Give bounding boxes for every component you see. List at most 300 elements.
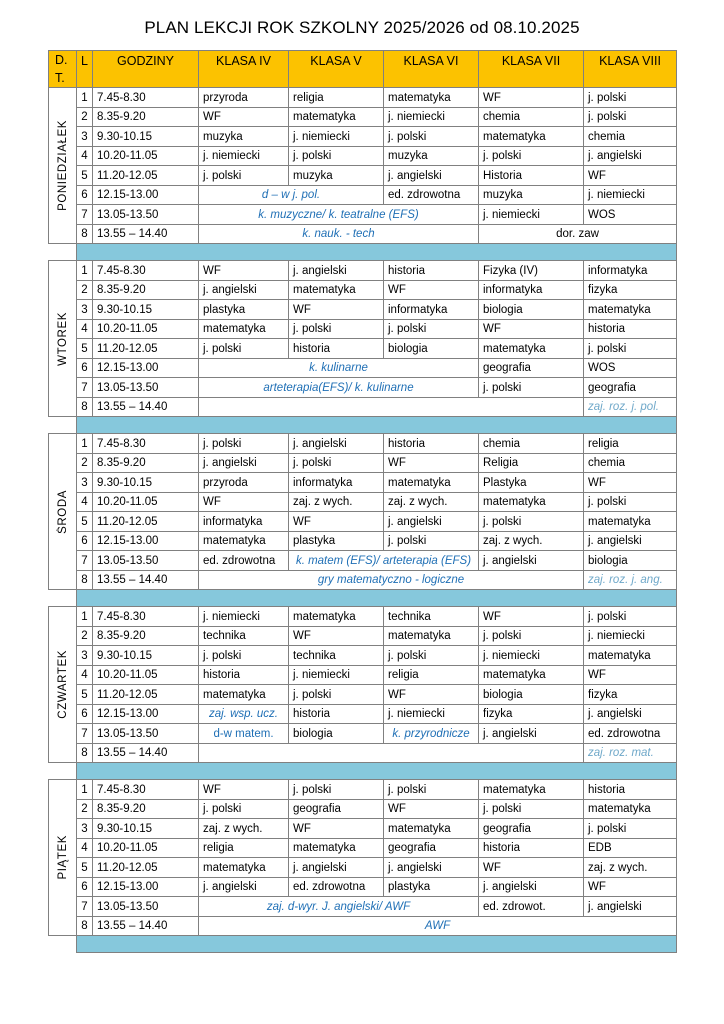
lesson-number: 8 <box>77 743 93 763</box>
lesson-cell[interactable] <box>199 646 289 666</box>
lesson-cell[interactable] <box>199 205 479 225</box>
lesson-cell[interactable] <box>199 607 289 627</box>
lesson-cell[interactable] <box>384 339 479 359</box>
lesson-cell[interactable] <box>479 280 584 300</box>
lesson-cell[interactable] <box>584 685 677 705</box>
lesson-cell[interactable] <box>384 319 479 339</box>
lesson-cell[interactable] <box>384 858 479 878</box>
lesson-cell[interactable] <box>289 724 384 744</box>
lesson-subject: j. niemiecki <box>203 150 260 162</box>
lesson-cell[interactable] <box>584 339 677 359</box>
table-row <box>49 185 677 205</box>
lesson-number: 7 <box>77 724 93 744</box>
lesson-cell[interactable] <box>199 512 289 532</box>
lesson-number: 2 <box>77 453 93 473</box>
lesson-subject: matematyka <box>388 630 451 642</box>
lesson-subject: chemia <box>588 130 626 143</box>
lesson-subject: matematyka <box>203 688 266 701</box>
lesson-cell[interactable] <box>384 473 479 493</box>
lesson-number: 3 <box>77 127 93 147</box>
lesson-subject: matematyka <box>483 669 546 681</box>
table-row <box>49 146 677 166</box>
lesson-cell[interactable] <box>289 107 384 127</box>
lesson-cell[interactable] <box>289 453 384 473</box>
lesson-subject: informatyka <box>203 515 263 528</box>
lesson-cell[interactable] <box>479 799 584 819</box>
lesson-cell[interactable] <box>289 626 384 646</box>
lesson-subject: matematyka <box>293 284 356 296</box>
lesson-cell[interactable] <box>289 146 384 166</box>
lesson-cell[interactable] <box>199 531 289 551</box>
lesson-cell[interactable] <box>289 280 384 300</box>
lesson-time: 12.15-13.00 <box>93 704 199 724</box>
lesson-cell[interactable] <box>289 127 384 147</box>
lesson-cell[interactable] <box>199 378 479 398</box>
lesson-subject: WF <box>388 457 406 469</box>
lesson-cell[interactable] <box>384 492 479 512</box>
lesson-cell[interactable] <box>584 319 677 339</box>
day-separator-band <box>49 590 677 607</box>
lesson-cell[interactable] <box>289 88 384 108</box>
lesson-cell[interactable] <box>479 685 584 705</box>
lesson-cell[interactable] <box>199 916 677 936</box>
lesson-cell[interactable] <box>289 819 384 839</box>
lesson-cell[interactable] <box>289 780 384 800</box>
lesson-cell[interactable] <box>199 551 289 571</box>
lesson-subject: WF <box>293 303 311 316</box>
lesson-cell[interactable] <box>479 300 584 320</box>
lesson-cell[interactable] <box>199 397 584 417</box>
lesson-cell[interactable] <box>199 819 289 839</box>
lesson-subject: matematyka <box>483 783 546 796</box>
lesson-subject: matematyka <box>388 822 451 835</box>
header-dt-line1: D. <box>55 53 68 67</box>
lesson-cell[interactable] <box>384 685 479 705</box>
table-row <box>49 570 677 590</box>
lesson-cell[interactable] <box>584 205 677 225</box>
lesson-cell[interactable] <box>479 127 584 147</box>
lesson-subject: matematyka <box>293 610 356 623</box>
table-row <box>49 319 677 339</box>
lesson-cell[interactable] <box>479 877 584 897</box>
lesson-cell[interactable] <box>384 166 479 186</box>
lesson-number: 7 <box>77 551 93 571</box>
lesson-cell[interactable] <box>199 858 289 878</box>
lesson-cell[interactable] <box>289 512 384 532</box>
lesson-cell[interactable] <box>199 897 479 917</box>
lesson-subject: Religia <box>483 457 519 469</box>
lesson-subject: matematyka <box>203 323 266 335</box>
lesson-cell[interactable] <box>584 551 677 571</box>
lesson-cell[interactable] <box>289 551 479 571</box>
table-row <box>49 685 677 705</box>
lesson-cell[interactable] <box>479 531 584 551</box>
lesson-cell[interactable] <box>479 724 584 744</box>
lesson-cell[interactable] <box>199 473 289 493</box>
lesson-cell[interactable] <box>479 780 584 800</box>
lesson-cell[interactable] <box>384 626 479 646</box>
lesson-cell[interactable] <box>584 665 677 685</box>
lesson-cell[interactable] <box>199 434 289 454</box>
lesson-cell[interactable] <box>479 339 584 359</box>
lesson-subject: j. angielski <box>483 881 537 893</box>
lesson-cell[interactable] <box>289 838 384 858</box>
lesson-subject: j. niemiecki <box>203 610 260 623</box>
lesson-cell[interactable] <box>384 799 479 819</box>
lesson-cell[interactable] <box>199 685 289 705</box>
lesson-cell[interactable] <box>584 724 677 744</box>
lesson-subject: ed. zdrowotna <box>588 727 661 740</box>
table-row <box>49 665 677 685</box>
lesson-subject: matematyka <box>588 515 651 528</box>
lesson-subject: ed. zdrowotna <box>293 881 366 893</box>
lesson-subject: j. angielski <box>203 881 257 893</box>
lesson-subject: religia <box>203 842 234 854</box>
lesson-cell[interactable] <box>479 665 584 685</box>
lesson-cell[interactable] <box>584 146 677 166</box>
lesson-cell[interactable] <box>584 453 677 473</box>
lesson-cell[interactable] <box>584 819 677 839</box>
lesson-number: 6 <box>77 531 93 551</box>
table-row <box>49 378 677 398</box>
lesson-number: 8 <box>77 224 93 244</box>
lesson-number: 4 <box>77 838 93 858</box>
lesson-cell[interactable] <box>479 88 584 108</box>
lesson-cell[interactable] <box>289 646 384 666</box>
lesson-cell[interactable] <box>479 166 584 186</box>
lesson-cell[interactable] <box>384 127 479 147</box>
lesson-cell[interactable] <box>289 607 384 627</box>
lesson-number: 3 <box>77 819 93 839</box>
table-row <box>49 453 677 473</box>
lesson-cell[interactable] <box>289 319 384 339</box>
lesson-cell[interactable] <box>199 780 289 800</box>
lesson-cell[interactable] <box>584 261 677 281</box>
lesson-subject: j. niemiecki <box>388 111 445 123</box>
lesson-cell[interactable] <box>384 724 479 744</box>
lesson-time: 13.05-13.50 <box>93 205 199 225</box>
table-row <box>49 704 677 724</box>
lesson-cell[interactable] <box>479 261 584 281</box>
lesson-cell[interactable] <box>384 88 479 108</box>
lesson-cell[interactable] <box>199 665 289 685</box>
lesson-time: 7.45-8.30 <box>93 607 199 627</box>
lesson-subject: historia <box>293 708 331 720</box>
lesson-cell[interactable] <box>479 704 584 724</box>
header-class-8: KLASA VIII <box>584 51 677 88</box>
lesson-subject: j. angielski <box>203 457 257 469</box>
page-title: PLAN LEKCJI ROK SZKOLNY 2025/2026 od 08.10.2025 <box>144 18 580 37</box>
lesson-cell[interactable] <box>199 358 479 378</box>
lesson-subject: geografia <box>483 822 531 835</box>
lesson-cell[interactable] <box>584 858 677 878</box>
lesson-cell[interactable] <box>584 607 677 627</box>
lesson-cell[interactable] <box>584 107 677 127</box>
lesson-subject: matematyka <box>483 496 546 508</box>
separator-fill <box>77 936 677 953</box>
lesson-cell[interactable] <box>584 473 677 493</box>
lesson-cell[interactable] <box>479 819 584 839</box>
lesson-cell[interactable] <box>289 799 384 819</box>
lesson-cell[interactable] <box>199 319 289 339</box>
lesson-cell[interactable] <box>584 300 677 320</box>
lesson-cell[interactable] <box>584 512 677 532</box>
separator-fill <box>77 763 677 780</box>
lesson-subject: biologia <box>388 342 428 355</box>
timetable-container <box>0 50 724 953</box>
lesson-subject: technika <box>293 649 336 662</box>
lesson-cell[interactable] <box>384 300 479 320</box>
table-row <box>49 780 677 800</box>
lesson-cell[interactable] <box>289 492 384 512</box>
lesson-subject: religia <box>293 91 324 104</box>
lesson-subject: zaj. d-wyr. J. angielski/ AWF <box>266 900 411 913</box>
lesson-cell[interactable] <box>199 261 289 281</box>
lesson-subject: j. polski <box>388 535 427 547</box>
lesson-cell[interactable] <box>199 300 289 320</box>
lesson-time: 11.20-12.05 <box>93 166 199 186</box>
lesson-cell[interactable] <box>584 434 677 454</box>
lesson-cell[interactable] <box>199 339 289 359</box>
lesson-cell[interactable] <box>384 780 479 800</box>
lesson-subject: muzyka <box>388 150 428 162</box>
lesson-cell[interactable] <box>479 146 584 166</box>
lesson-cell[interactable] <box>584 743 677 763</box>
lesson-cell[interactable] <box>479 107 584 127</box>
lesson-cell[interactable] <box>384 185 479 205</box>
lesson-subject: j. polski <box>588 91 627 104</box>
lesson-number: 4 <box>77 319 93 339</box>
lesson-cell[interactable] <box>384 261 479 281</box>
lesson-cell[interactable] <box>199 799 289 819</box>
lesson-cell[interactable] <box>289 858 384 878</box>
lesson-time: 8.35-9.20 <box>93 107 199 127</box>
lesson-cell[interactable] <box>384 146 479 166</box>
lesson-subject: muzyka <box>483 189 523 201</box>
day-label-2 <box>49 434 77 590</box>
day-separator-band <box>49 244 677 261</box>
lesson-cell[interactable] <box>584 166 677 186</box>
lesson-subject: j. angielski <box>588 708 642 720</box>
lesson-cell[interactable] <box>384 704 479 724</box>
lesson-cell[interactable] <box>479 551 584 571</box>
lesson-subject: plastyka <box>293 535 336 547</box>
lesson-subject: zaj. roz. j. pol. <box>588 401 659 413</box>
lesson-cell[interactable] <box>199 453 289 473</box>
table-row <box>49 877 677 897</box>
lesson-cell[interactable] <box>479 607 584 627</box>
lesson-cell[interactable] <box>584 897 677 917</box>
lesson-cell[interactable] <box>289 261 384 281</box>
lesson-cell[interactable] <box>199 224 479 244</box>
lesson-cell[interactable] <box>199 88 289 108</box>
lesson-cell[interactable] <box>199 838 289 858</box>
lesson-subject: matematyka <box>483 130 546 143</box>
lesson-cell[interactable] <box>479 492 584 512</box>
lesson-cell[interactable] <box>199 877 289 897</box>
lesson-cell[interactable] <box>289 339 384 359</box>
lesson-cell[interactable] <box>479 473 584 493</box>
lesson-cell[interactable] <box>199 107 289 127</box>
lesson-cell[interactable] <box>584 877 677 897</box>
lesson-number: 6 <box>77 358 93 378</box>
lesson-subject: dor. zaw <box>556 228 599 240</box>
table-row <box>49 916 677 936</box>
lesson-subject: WF <box>588 669 606 681</box>
lesson-cell[interactable] <box>584 492 677 512</box>
lesson-cell[interactable] <box>384 107 479 127</box>
lesson-subject: j. angielski <box>388 515 442 528</box>
lesson-cell[interactable] <box>584 531 677 551</box>
lesson-cell[interactable] <box>384 877 479 897</box>
table-row <box>49 434 677 454</box>
lesson-cell[interactable] <box>479 224 677 244</box>
lesson-cell[interactable] <box>199 492 289 512</box>
table-row <box>49 743 677 763</box>
lesson-cell[interactable] <box>199 743 584 763</box>
lesson-subject: fizyka <box>588 284 618 296</box>
lesson-cell[interactable] <box>479 646 584 666</box>
lesson-cell[interactable] <box>584 646 677 666</box>
day-label-0 <box>49 88 77 244</box>
lesson-cell[interactable] <box>584 358 677 378</box>
lesson-cell[interactable] <box>479 358 584 378</box>
lesson-number: 7 <box>77 897 93 917</box>
header-class-7: KLASA VII <box>479 51 584 88</box>
day-separator-band <box>49 936 677 953</box>
lesson-cell[interactable] <box>584 838 677 858</box>
lesson-time: 13.55 – 14.40 <box>93 224 199 244</box>
lesson-number: 8 <box>77 570 93 590</box>
lesson-cell[interactable] <box>479 434 584 454</box>
table-row <box>49 531 677 551</box>
lesson-time: 9.30-10.15 <box>93 127 199 147</box>
lesson-subject: WF <box>483 610 501 623</box>
lesson-number: 2 <box>77 107 93 127</box>
lesson-subject: j. angielski <box>388 169 442 182</box>
table-row <box>49 607 677 627</box>
lesson-cell[interactable] <box>584 799 677 819</box>
lesson-cell[interactable] <box>384 512 479 532</box>
lesson-cell[interactable] <box>199 146 289 166</box>
lesson-cell[interactable] <box>584 378 677 398</box>
header-class-6: KLASA VI <box>384 51 479 88</box>
lesson-subject: matematyka <box>203 535 266 547</box>
lesson-cell[interactable] <box>584 185 677 205</box>
lesson-cell[interactable] <box>479 838 584 858</box>
lesson-cell[interactable] <box>384 280 479 300</box>
lesson-cell[interactable] <box>479 319 584 339</box>
day-label-3 <box>49 607 77 763</box>
lesson-cell[interactable] <box>384 453 479 473</box>
lesson-time: 8.35-9.20 <box>93 280 199 300</box>
lesson-subject: ed. zdrowotna <box>388 189 461 201</box>
lesson-cell[interactable] <box>199 704 289 724</box>
lesson-cell[interactable] <box>384 607 479 627</box>
lesson-subject: historia <box>388 264 426 277</box>
lesson-cell[interactable] <box>584 780 677 800</box>
lesson-cell[interactable] <box>289 166 384 186</box>
lesson-cell[interactable] <box>289 473 384 493</box>
lesson-cell[interactable] <box>584 127 677 147</box>
lesson-time: 7.45-8.30 <box>93 780 199 800</box>
lesson-cell[interactable] <box>289 531 384 551</box>
separator-fill <box>77 590 677 607</box>
lesson-cell[interactable] <box>289 434 384 454</box>
lesson-cell[interactable] <box>199 280 289 300</box>
lesson-cell[interactable] <box>584 570 677 590</box>
lesson-time: 8.35-9.20 <box>93 453 199 473</box>
lesson-cell[interactable] <box>584 626 677 646</box>
lesson-cell[interactable] <box>479 205 584 225</box>
lesson-subject: j. angielski <box>293 264 347 277</box>
lesson-cell[interactable] <box>479 626 584 646</box>
lesson-subject: informatyka <box>588 264 648 277</box>
lesson-subject: zaj. roz. j. ang. <box>588 574 663 586</box>
lesson-subject: matematyka <box>293 842 356 854</box>
table-row <box>49 897 677 917</box>
lesson-cell[interactable] <box>479 512 584 532</box>
lesson-cell[interactable] <box>199 724 289 744</box>
table-row <box>49 858 677 878</box>
lesson-cell[interactable] <box>584 704 677 724</box>
lesson-cell[interactable] <box>384 531 479 551</box>
lesson-cell[interactable] <box>384 819 479 839</box>
lesson-subject: matematyka <box>293 111 356 123</box>
day-label-text: CZWARTEK <box>56 650 69 720</box>
lesson-cell[interactable] <box>479 185 584 205</box>
lesson-time: 10.20-11.05 <box>93 492 199 512</box>
lesson-cell[interactable] <box>384 838 479 858</box>
lesson-subject: j. polski <box>483 150 522 162</box>
lesson-cell[interactable] <box>584 88 677 108</box>
lesson-subject: zaj. z wych. <box>203 822 263 835</box>
lesson-cell[interactable] <box>479 858 584 878</box>
lesson-cell[interactable] <box>199 166 289 186</box>
lesson-subject: Fizyka (IV) <box>483 264 538 277</box>
lesson-subject: j. polski <box>388 130 427 143</box>
lesson-cell[interactable] <box>289 704 384 724</box>
lesson-cell[interactable] <box>384 434 479 454</box>
lesson-cell[interactable] <box>584 397 677 417</box>
lesson-number: 5 <box>77 685 93 705</box>
lesson-cell[interactable] <box>479 378 584 398</box>
lesson-cell[interactable] <box>199 185 384 205</box>
lesson-cell[interactable] <box>384 665 479 685</box>
lesson-cell[interactable] <box>289 665 384 685</box>
lesson-number: 3 <box>77 473 93 493</box>
lesson-cell[interactable] <box>479 453 584 473</box>
lesson-subject: WF <box>388 688 406 701</box>
lesson-cell[interactable] <box>289 685 384 705</box>
lesson-cell[interactable] <box>199 626 289 646</box>
lesson-time: 11.20-12.05 <box>93 685 199 705</box>
lesson-time: 13.55 – 14.40 <box>93 570 199 590</box>
lesson-cell[interactable] <box>199 570 584 590</box>
lesson-cell[interactable] <box>384 646 479 666</box>
lesson-subject: k. kulinarne <box>309 362 368 374</box>
lesson-cell[interactable] <box>289 300 384 320</box>
lesson-cell[interactable] <box>584 280 677 300</box>
lesson-subject: j. angielski <box>483 554 537 567</box>
lesson-cell[interactable] <box>289 877 384 897</box>
lesson-subject: technika <box>203 630 246 642</box>
lesson-time: 12.15-13.00 <box>93 185 199 205</box>
lesson-time: 10.20-11.05 <box>93 146 199 166</box>
lesson-cell[interactable] <box>479 897 584 917</box>
lesson-time: 7.45-8.30 <box>93 434 199 454</box>
lesson-cell[interactable] <box>199 127 289 147</box>
